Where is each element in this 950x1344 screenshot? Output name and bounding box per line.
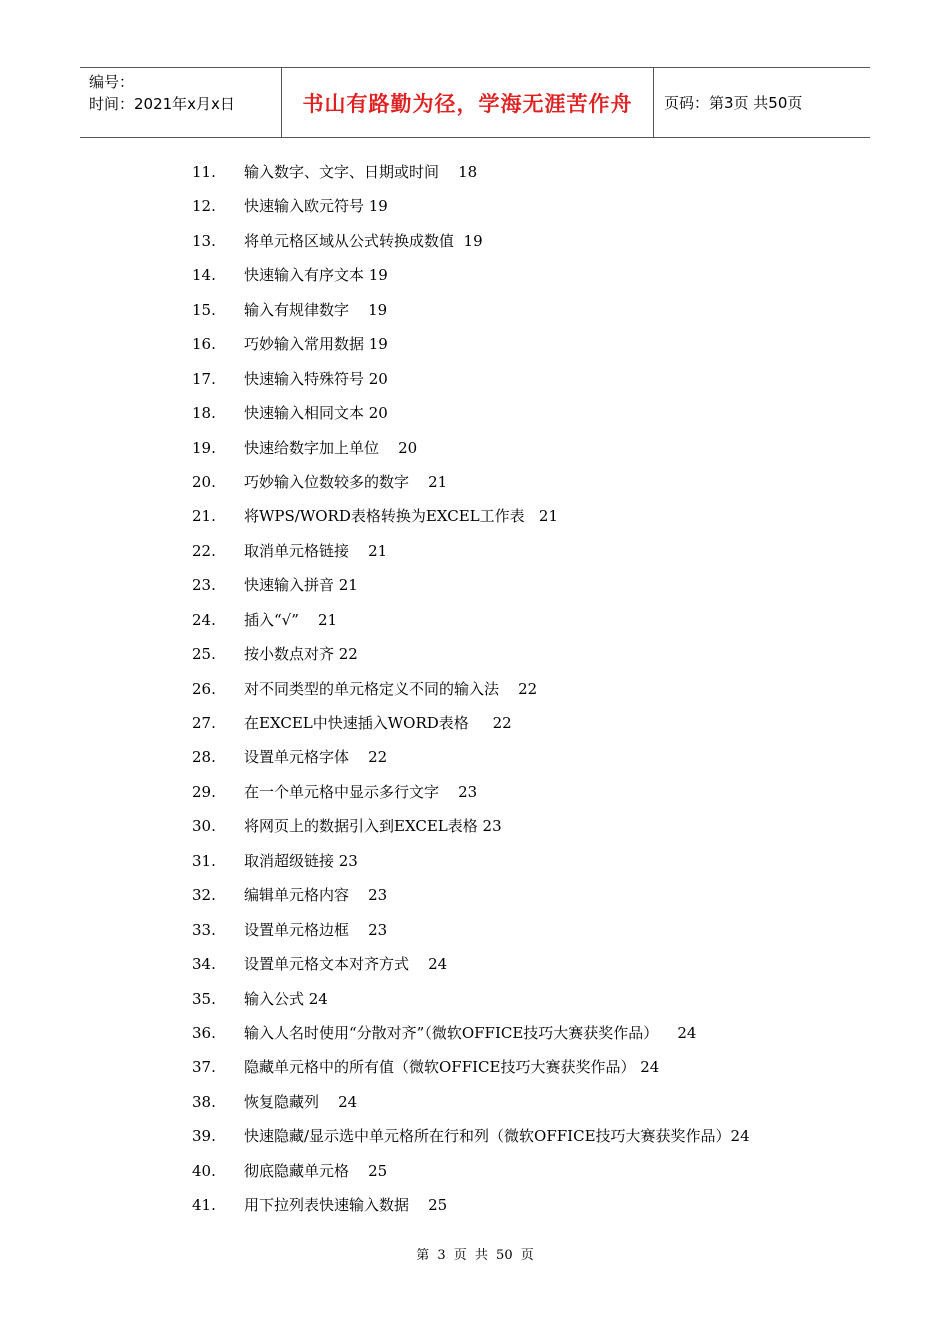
toc-entry bbox=[0, 571, 950, 605]
toc-entry-number: 35. bbox=[192, 989, 216, 1008]
toc-entry bbox=[0, 192, 950, 226]
toc-entry-title: 输入有规律数字 19 bbox=[244, 300, 388, 319]
toc-entry bbox=[0, 950, 950, 984]
toc-entry bbox=[0, 330, 950, 364]
toc-entry-title: 快速输入有序文本 19 bbox=[244, 266, 388, 285]
toc-entry-number: 37. bbox=[192, 1058, 216, 1077]
toc-entry-title: 插入“√” 21 bbox=[244, 610, 338, 629]
toc-entry bbox=[0, 847, 950, 881]
toc-entry bbox=[0, 365, 950, 399]
toc-entry-number: 25. bbox=[192, 645, 216, 664]
toc-entry-title: 将WPS/WORD表格转换为EXCEL工作表 21 bbox=[244, 507, 559, 526]
toc-entry-number: 33. bbox=[192, 920, 216, 939]
toc-entry bbox=[0, 399, 950, 433]
toc-entry bbox=[0, 916, 950, 950]
toc-entry bbox=[0, 537, 950, 571]
toc-entry-title: 快速给数字加上单位 20 bbox=[244, 438, 418, 457]
header-motto: 书山有路勤为径，学海无涯苦作舟 bbox=[281, 68, 654, 137]
toc-entry-title: 快速输入拼音 21 bbox=[244, 576, 358, 595]
toc-entry bbox=[0, 709, 950, 743]
toc-entry bbox=[0, 1019, 950, 1053]
toc-entry-number: 12. bbox=[192, 197, 216, 216]
toc-entry-number: 29. bbox=[192, 782, 216, 801]
toc-entry-number: 41. bbox=[192, 1196, 216, 1215]
toc-entry bbox=[0, 640, 950, 674]
header-page-number: 页码：第3页 共50页 bbox=[664, 94, 803, 112]
toc-entry bbox=[0, 468, 950, 502]
toc-entry-number: 24. bbox=[192, 610, 216, 629]
toc-entry-title: 设置单元格文本对齐方式 24 bbox=[244, 955, 448, 974]
date-label: 时间：2021年x月x日 bbox=[89, 95, 235, 113]
toc-entry bbox=[0, 1053, 950, 1087]
toc-entry-number: 31. bbox=[192, 851, 216, 870]
toc-entry bbox=[0, 1088, 950, 1122]
toc-entry-title: 隐藏单元格中的所有值（微软OFFICE技巧大赛获奖作品） 24 bbox=[244, 1058, 660, 1077]
toc-entry-number: 38. bbox=[192, 1092, 216, 1111]
toc-entry-number: 11. bbox=[192, 163, 216, 181]
toc-entry-title: 将网页上的数据引入到EXCEL表格 23 bbox=[244, 817, 502, 836]
toc-entry-number: 17. bbox=[192, 369, 216, 388]
toc-entry bbox=[0, 261, 950, 295]
toc-entry-title: 在EXCEL中快速插入WORD表格 22 bbox=[244, 714, 512, 732]
toc-entry bbox=[0, 1122, 950, 1156]
toc-entry-title: 恢复隐藏列 24 bbox=[244, 1092, 358, 1111]
code-label: 编号： bbox=[89, 73, 135, 91]
toc-entry bbox=[0, 743, 950, 777]
toc-entry-title: 彻底隐藏单元格 25 bbox=[244, 1161, 388, 1180]
toc-entry bbox=[0, 778, 950, 812]
toc-entry-title: 用下拉列表快速输入数据 25 bbox=[244, 1196, 448, 1215]
toc-entry bbox=[0, 985, 950, 1019]
toc-entry-title: 快速隐藏/显示选中单元格所在行和列（微软OFFICE技巧大赛获奖作品）24 bbox=[244, 1127, 750, 1146]
toc-entry-title: 输入数字、文字、日期或时间 18 bbox=[244, 163, 478, 181]
toc-entry bbox=[0, 1191, 950, 1225]
toc-entry-title: 设置单元格字体 22 bbox=[244, 748, 388, 767]
toc-entry-title: 快速输入相同文本 20 bbox=[244, 404, 388, 423]
toc-entry bbox=[0, 434, 950, 468]
toc-entry-title: 在一个单元格中显示多行文字 23 bbox=[244, 782, 478, 801]
toc-entry-number: 26. bbox=[192, 679, 216, 698]
toc-entry-number: 22. bbox=[192, 541, 216, 560]
toc-entry-number: 20. bbox=[192, 472, 216, 491]
toc-entry bbox=[0, 881, 950, 915]
toc-entry bbox=[0, 227, 950, 261]
toc-entry bbox=[0, 606, 950, 640]
toc-entry-number: 13. bbox=[192, 231, 216, 250]
toc-entry-title: 设置单元格边框 23 bbox=[244, 920, 388, 939]
toc-entry-title: 巧妙输入常用数据 19 bbox=[244, 335, 388, 354]
toc-entry-number: 27. bbox=[192, 714, 216, 732]
toc-entry-number: 30. bbox=[192, 817, 216, 836]
toc-entry-number: 16. bbox=[192, 335, 216, 354]
page-footer: 第 3 页 共 50 页 bbox=[416, 1248, 534, 1263]
toc-entry-title: 对不同类型的单元格定义不同的输入法 22 bbox=[244, 679, 538, 698]
toc-entry-title: 按小数点对齐 22 bbox=[244, 645, 358, 664]
toc-entry-title: 取消超级链接 23 bbox=[244, 851, 358, 870]
toc-entry-title: 巧妙输入位数较多的数字 21 bbox=[244, 472, 448, 491]
toc-entry-number: 23. bbox=[192, 576, 216, 595]
toc-entry-title: 快速输入特殊符号 20 bbox=[244, 369, 388, 388]
toc-entry-number: 40. bbox=[192, 1161, 216, 1180]
toc-entry-title: 将单元格区域从公式转换成数值 19 bbox=[244, 231, 483, 250]
toc-entry-number: 21. bbox=[192, 507, 216, 526]
toc-entry-number: 36. bbox=[192, 1023, 216, 1042]
header-info bbox=[80, 68, 281, 137]
toc-entry-number: 34. bbox=[192, 955, 216, 974]
page-header bbox=[80, 67, 870, 138]
toc-entry-number: 28. bbox=[192, 748, 216, 767]
toc-entry bbox=[0, 502, 950, 536]
toc-entry-title: 输入人名时使用“分散对齐”（微软OFFICE技巧大赛获奖作品） 24 bbox=[244, 1023, 697, 1042]
toc-entry-number: 32. bbox=[192, 886, 216, 905]
toc-entry bbox=[0, 158, 950, 192]
toc-entry-number: 14. bbox=[192, 266, 216, 285]
toc-entry bbox=[0, 1157, 950, 1191]
toc-entry-number: 15. bbox=[192, 300, 216, 319]
toc-entry-number: 39. bbox=[192, 1127, 216, 1146]
toc-entry-number: 18. bbox=[192, 404, 216, 423]
toc-entry-title: 快速输入欧元符号 19 bbox=[244, 197, 388, 216]
toc-entry bbox=[0, 812, 950, 846]
toc-entry-title: 取消单元格链接 21 bbox=[244, 541, 388, 560]
toc-entry bbox=[0, 296, 950, 330]
toc-entry-title: 输入公式 24 bbox=[244, 989, 328, 1008]
toc-entry-number: 19. bbox=[192, 438, 216, 457]
toc-entry-title: 编辑单元格内容 23 bbox=[244, 886, 388, 905]
toc-entry bbox=[0, 675, 950, 709]
table-of-contents bbox=[0, 158, 950, 1226]
